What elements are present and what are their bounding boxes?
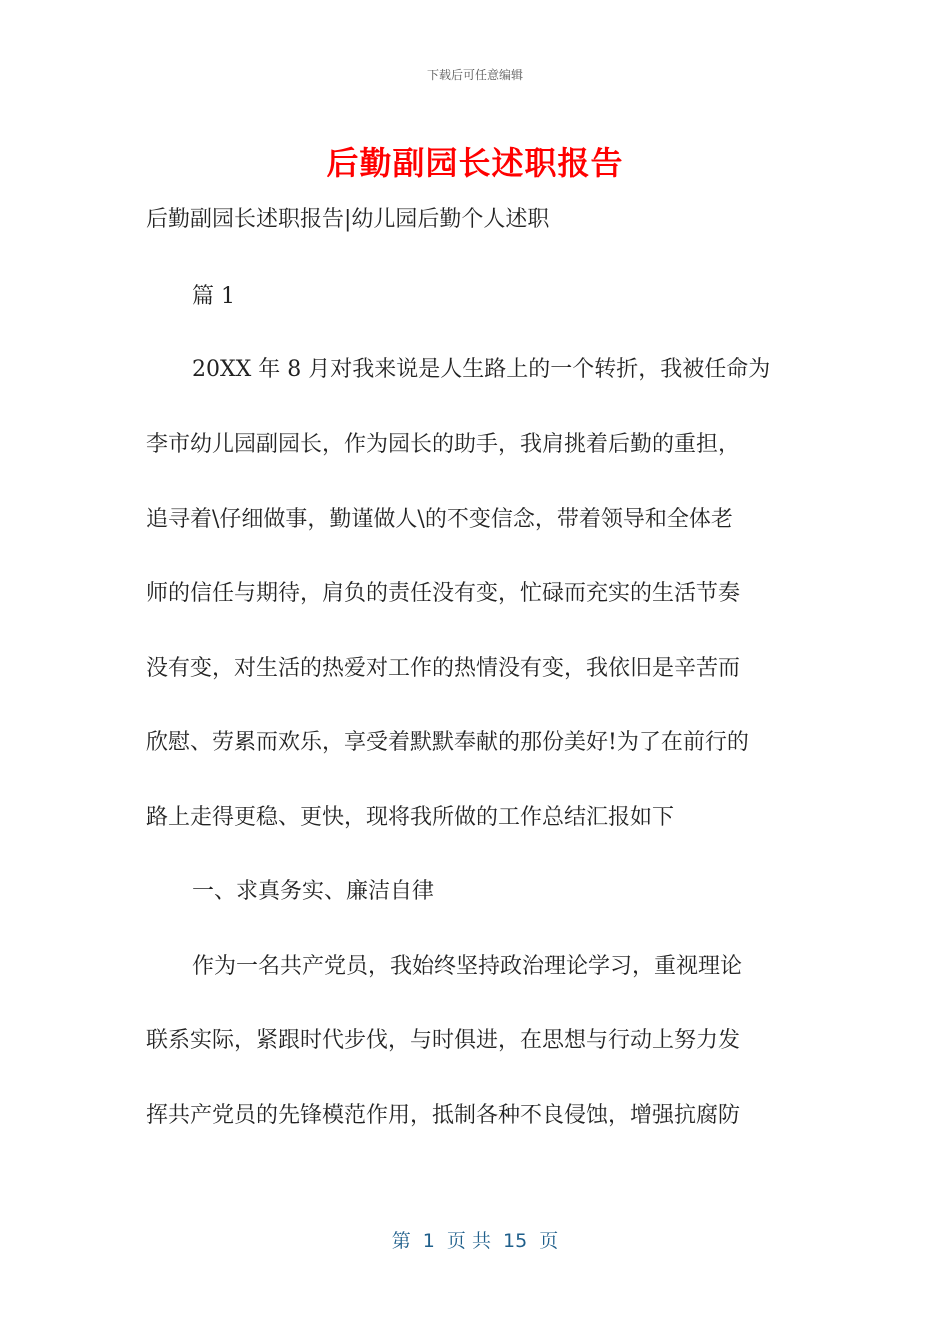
paragraph-line: 师的信任与期待，肩负的责任没有变，忙碌而充实的生活节奏 (146, 581, 741, 606)
paragraph-line: 挥共产党员的先锋模范作用，抵制各种不良侵蚀，增强抗腐防 (146, 1103, 741, 1128)
section-heading: 一、求真务实、廉洁自律 (192, 879, 435, 904)
subtitle-line: 后勤副园长述职报告|幼儿园后勤个人述职 (146, 207, 550, 232)
section-label: 篇 1 (192, 284, 235, 309)
paragraph-line: 20XX 年 8 月对我来说是人生路上的一个转折，我被任命为 (192, 357, 771, 382)
paragraph-line: 追寻着\仔细做事，勤谨做人\的不变信念，带着领导和全体老 (146, 507, 733, 532)
header-note: 下载后可任意编辑 (426, 68, 523, 82)
paragraph-line: 路上走得更稳、更快，现将我所做的工作总结汇报如下 (146, 805, 675, 830)
paragraph-line: 作为一名共产党员，我始终坚持政治理论学习，重视理论 (192, 954, 743, 979)
paragraph-line: 欣慰、劳累而欢乐，享受着默默奉献的那份美好!为了在前行的 (146, 730, 749, 755)
page-footer: 第 1 页 共 15 页 (391, 1230, 559, 1252)
paragraph-line: 没有变，对生活的热爱对工作的热情没有变，我依旧是辛苦而 (146, 656, 741, 681)
document-title: 后勤副园长述职报告 (326, 144, 624, 182)
paragraph-line: 联系实际，紧跟时代步伐，与时俱进，在思想与行动上努力发 (146, 1028, 741, 1053)
paragraph-line: 李市幼儿园副园长，作为园长的助手，我肩挑着后勤的重担， (146, 432, 741, 457)
